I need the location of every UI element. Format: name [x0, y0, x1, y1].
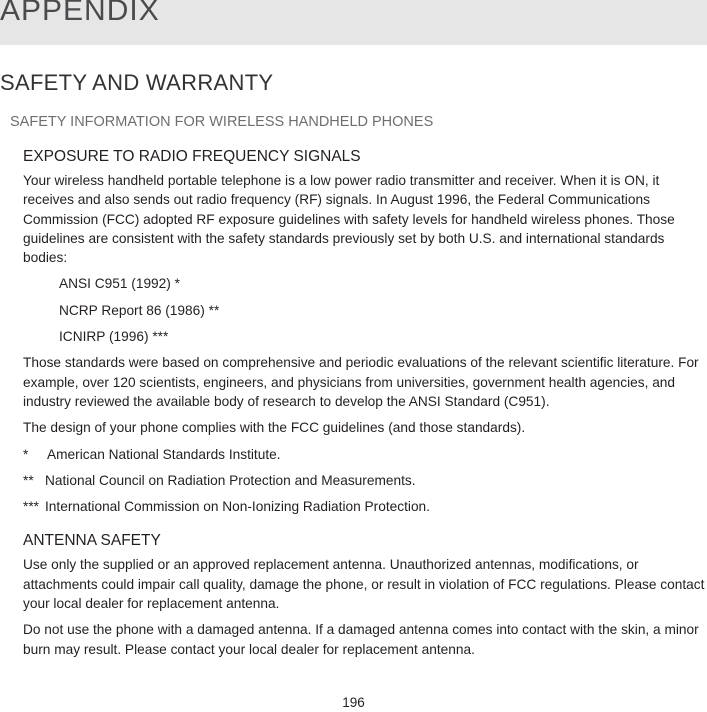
antenna-paragraph: Use only the supplied or an approved replacement antenna. Unauthorized antennas, modifications, or attachments could impair call quality, damage the phone, or result in violation of FCC regulations. Please contact your local dealer for replacement antenna.: [23, 557, 705, 612]
footnote-text: National Council on Radiation Protection and Measurements.: [45, 472, 416, 488]
footnote-text: International Commission on Non-Ionizing Radiation Protection.: [45, 499, 430, 515]
appendix-header-bar: [0, 0, 707, 45]
standard-item: NCRP Report 86 (1986) **: [59, 302, 220, 318]
subsection-title: SAFETY INFORMATION FOR WIRELESS HANDHELD PHONES: [10, 114, 434, 130]
standard-item: ANSI C951 (1992) *: [59, 276, 180, 292]
antenna-paragraph: Do not use the phone with a damaged antenna. If a damaged antenna comes into contact with the skin, a minor burn may result. Please contact your local dealer for replacement antenna.: [23, 622, 699, 657]
document-body: [23, 147, 707, 666]
footnote-text: American National Standards Institute.: [47, 446, 281, 462]
standard-item: ICNIRP (1996) ***: [59, 329, 169, 345]
page-number: 196: [342, 695, 365, 710]
antenna-safety-heading: ANTENNA SAFETY: [23, 532, 161, 550]
footnote-mark: ***: [23, 499, 39, 515]
footnote: [23, 471, 707, 490]
appendix-title: APPENDIX: [0, 0, 160, 27]
compliance-paragraph: The design of your phone complies with the FCC guidelines (and those standards).: [23, 420, 526, 436]
rf-exposure-intro: Your wireless handheld portable telephone is a low power radio transmitter and receiver. When it is ON, it receives and also sends out radio frequency (RF) signals. In August 1996, the Federal Communications Commission (FCC) adopted RF exposure guidelines with safety levels for handheld wireless phones. Those guidelines are consistent with the safety standards previously set by both U.S. and international standards bodies:: [23, 173, 675, 266]
standards-basis-paragraph: Those standards were based on comprehensive and periodic evaluations of the relevant scientific literature. For example, over 120 scientists, engineers, and physicians from universities, government health agencies, and industry reviewed the available body of research to develop the ANSI Standard (C951).: [23, 355, 699, 409]
footnote: [23, 445, 707, 464]
section-title: SAFETY AND WARRANTY: [0, 70, 274, 95]
footnote-mark: **: [23, 472, 34, 488]
footnote: [23, 497, 707, 516]
footnote-mark: *: [23, 446, 29, 462]
rf-exposure-heading: EXPOSURE TO RADIO FREQUENCY SIGNALS: [23, 148, 361, 165]
